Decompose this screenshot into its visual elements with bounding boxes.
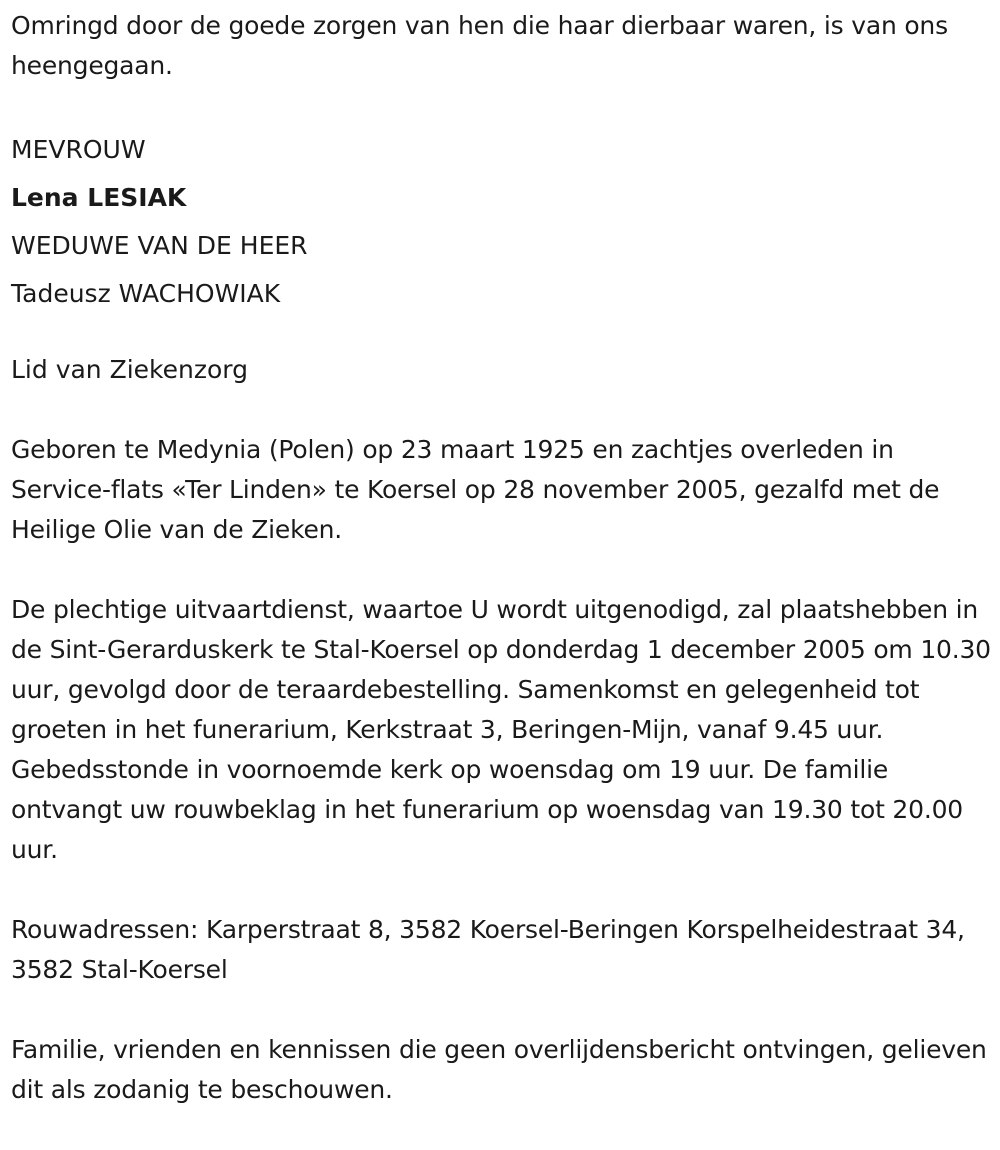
deceased-name: Lena LESIAK	[11, 183, 187, 212]
spouse-name: Tadeusz WACHOWIAK	[11, 279, 281, 308]
closing-paragraph: Familie, vrienden en kennissen die geen overlijdensbericht ontvingen, gelieven dit als zodanig te beschouwen.	[11, 1035, 987, 1104]
addresses-paragraph: Rouwadressen: Karperstraat 8, 3582 Koersel-Beringen Korspelheidestraat 34, 3582 Stal-Koersel	[11, 915, 965, 984]
membership-paragraph: Lid van Ziekenzorg	[11, 355, 248, 384]
intro-paragraph: Omringd door de goede zorgen van hen die haar dierbaar waren, is van ons heengegaan.	[11, 11, 948, 80]
widow-line: WEDUWE VAN DE HEER	[11, 231, 308, 260]
name-block	[11, 126, 996, 318]
obituary-document	[11, 6, 996, 1150]
funeral-paragraph: De plechtige uitvaartdienst, waartoe U wordt uitgenodigd, zal plaatshebben in de Sint-Gerarduskerk te Stal-Koersel op donderdag 1 december 2005 om 10.30 uur, gevolgd door de teraardebestelling. Samenkomst en gelegenheid tot groeten in het funerarium, Kerkstraat 3, Beringen-Mijn, vanaf 9.45 uur. Gebedsstonde in voornoemde kerk op woensdag om 19 uur. De familie ontvangt uw rouwbeklag in het funerarium op woensdag van 19.30 tot 20.00 uur.	[11, 595, 991, 864]
title-line: MEVROUW	[11, 135, 146, 164]
birth-death-paragraph: Geboren te Medynia (Polen) op 23 maart 1925 en zachtjes overleden in Service-flats «Ter Linden» te Koersel op 28 november 2005, gezalfd met de Heilige Olie van de Zieken.	[11, 435, 940, 544]
